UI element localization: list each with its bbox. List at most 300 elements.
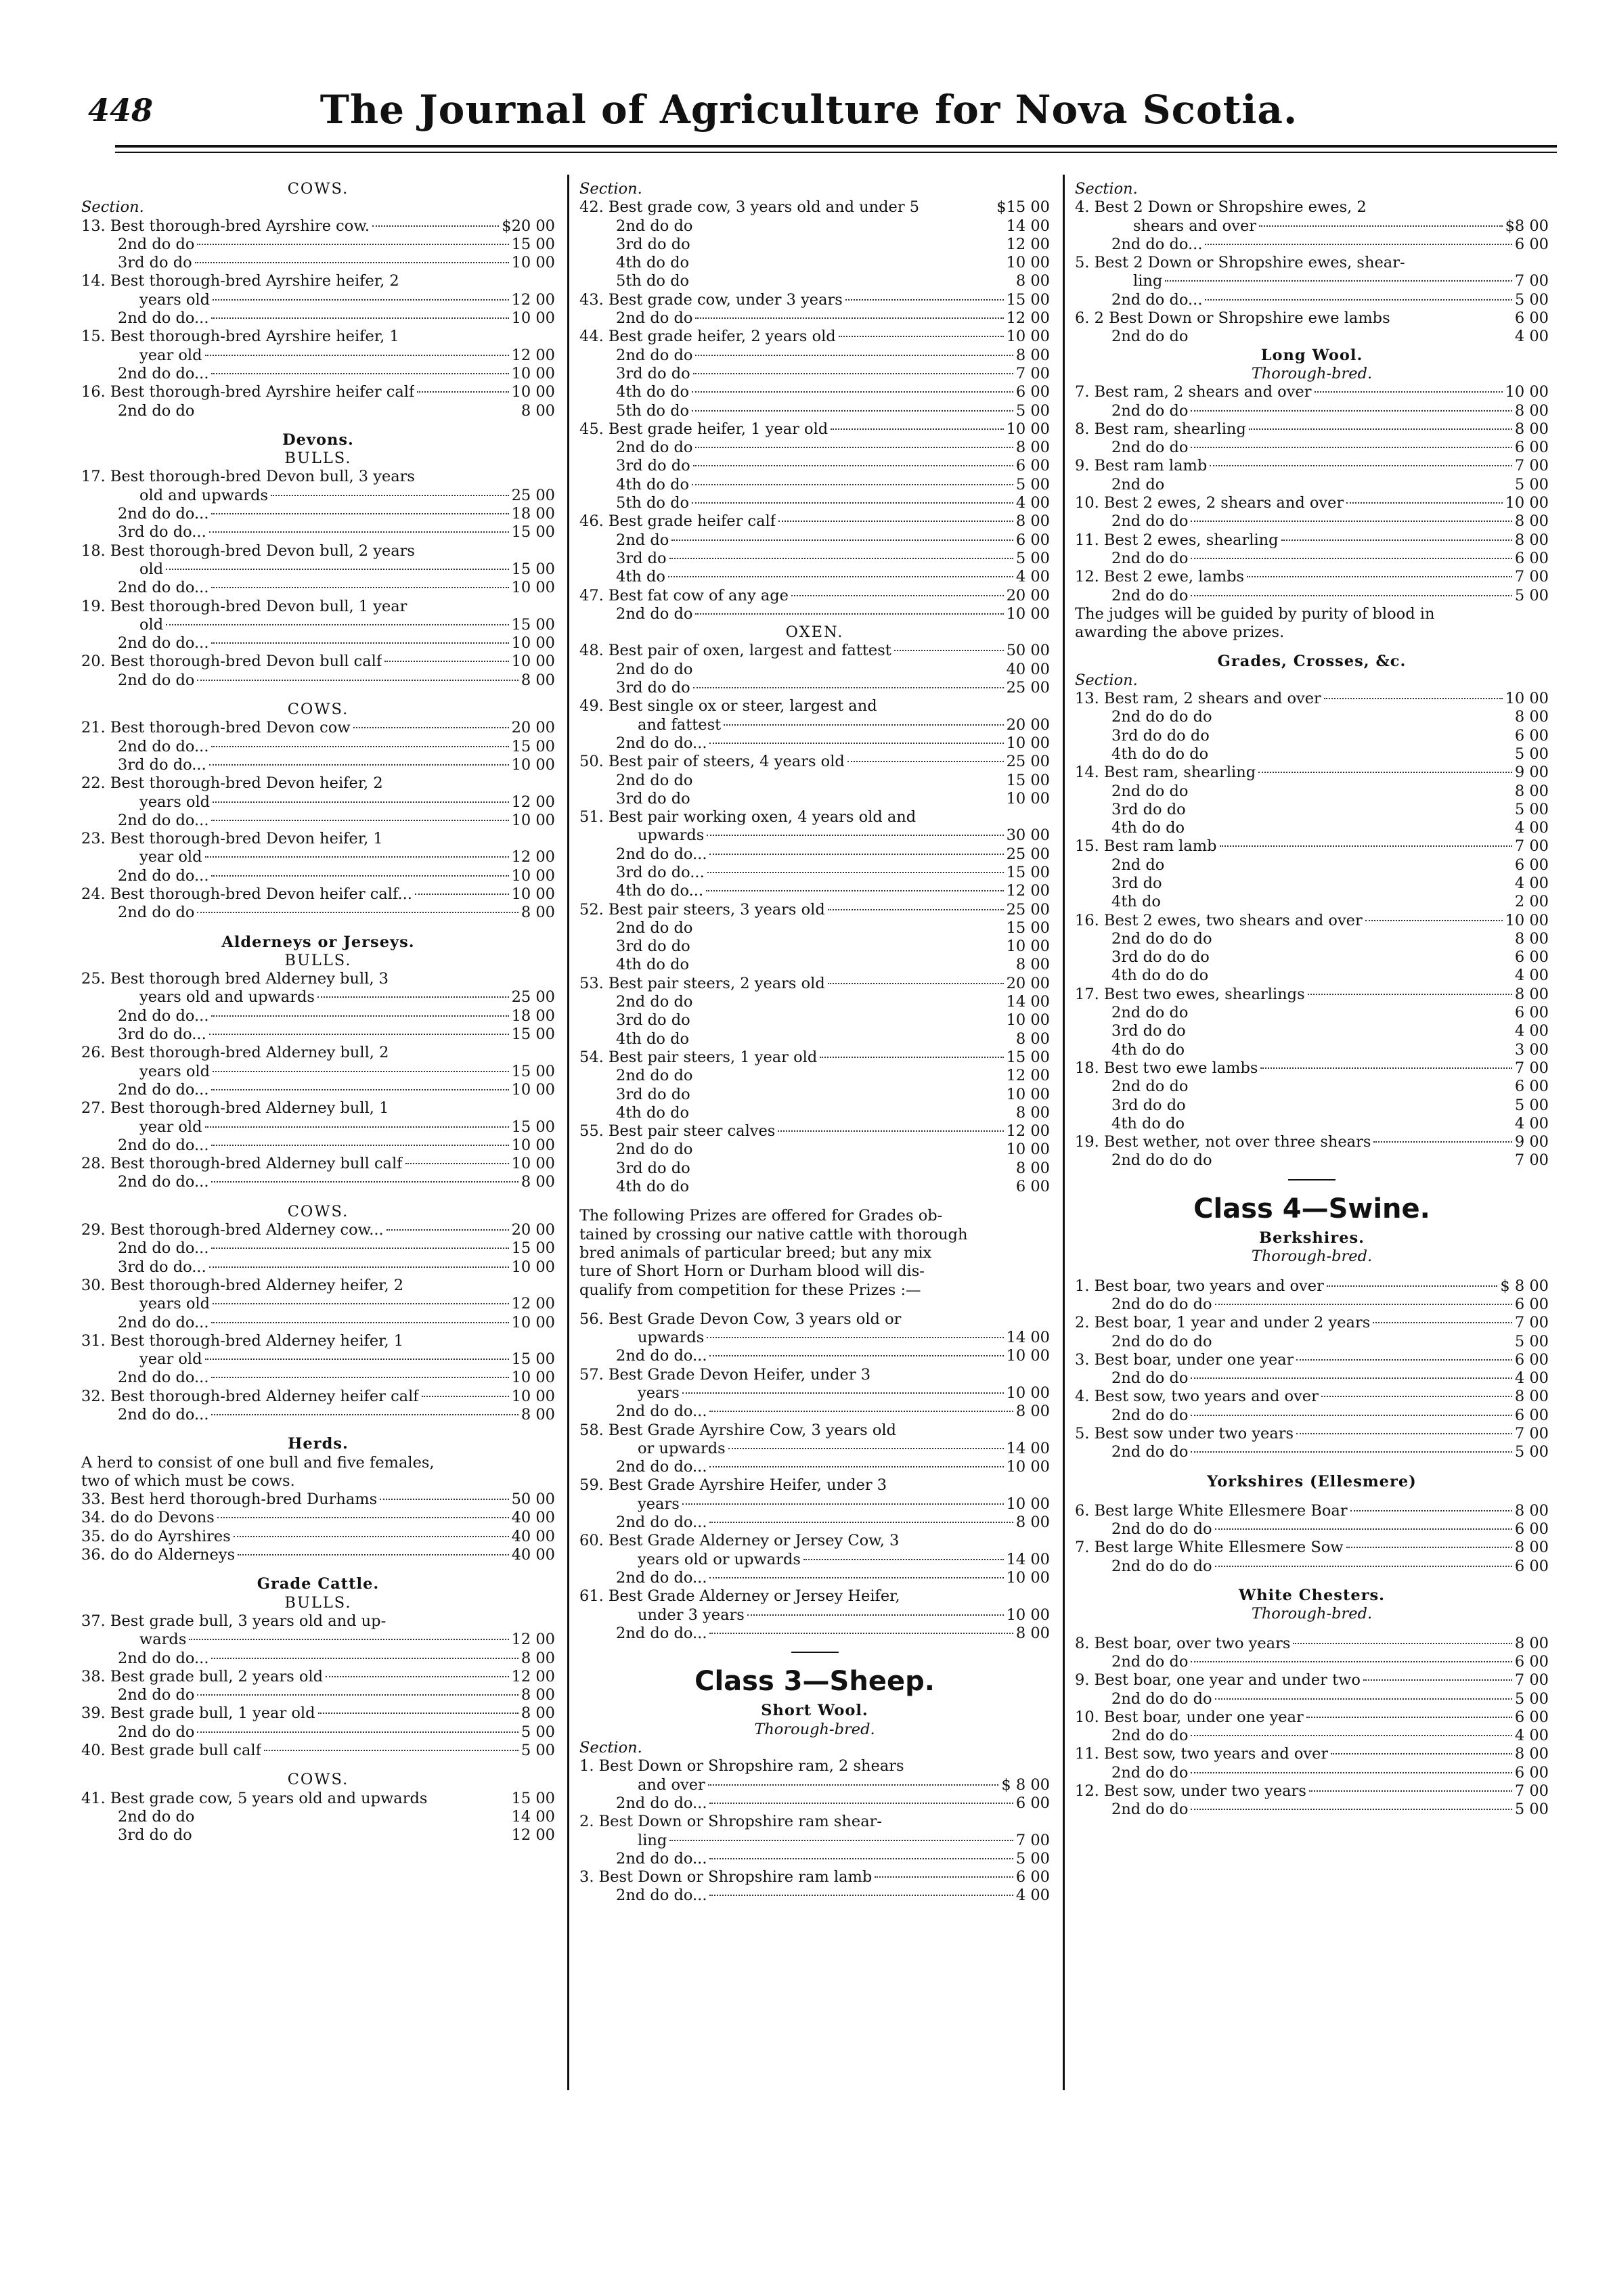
prize-amount: 30 00 xyxy=(1006,826,1050,845)
prize-description: 2nd do do xyxy=(1111,1078,1189,1096)
prize-amount: 6 00 xyxy=(1514,439,1549,457)
prize-line xyxy=(579,845,1050,864)
heading: Grade Cattle. xyxy=(257,1575,380,1593)
prize-line xyxy=(579,993,1050,1011)
prize-description: 2nd do do... xyxy=(616,1794,707,1812)
dot-leader xyxy=(706,890,1003,891)
prize-description: 7. Best large White Ellesmere Sow xyxy=(1075,1539,1344,1557)
prize-description: 24. Best thorough-bred Devon heifer calf... xyxy=(81,885,412,903)
dot-leader xyxy=(692,484,1013,485)
prize-amount: 40 00 xyxy=(1006,660,1050,678)
text-line: 1. Best Down or Shropshire ram, 2 shears xyxy=(579,1757,904,1775)
prize-amount: 8 00 xyxy=(1015,1514,1050,1532)
dot-leader xyxy=(693,465,1013,466)
prize-amount: 4 00 xyxy=(1514,328,1549,346)
prize-line xyxy=(1075,1041,1549,1059)
prize-description: 2nd do do... xyxy=(118,866,209,885)
prize-line xyxy=(579,198,1050,217)
prize-amount: 15 00 xyxy=(511,1239,555,1258)
prize-description: 20. Best thorough-bred Devon bull calf xyxy=(81,653,382,671)
prize-description: 2nd do do xyxy=(1111,1369,1189,1388)
prize-line xyxy=(81,365,555,383)
prize-line xyxy=(1075,1369,1549,1388)
prize-amount: 14 00 xyxy=(511,1807,555,1826)
prize-line xyxy=(81,1650,555,1668)
prize-description: 15. Best ram lamb xyxy=(1075,837,1217,856)
prize-description: 2nd do do... xyxy=(616,845,707,863)
dot-leader xyxy=(695,317,1003,319)
dot-leader xyxy=(1215,1698,1512,1700)
prize-description: 3rd do do xyxy=(616,789,690,808)
dot-leader xyxy=(709,743,1003,744)
prize-amount: 10 00 xyxy=(511,653,555,671)
prize-amount: 10 00 xyxy=(511,1136,555,1154)
prize-description: old xyxy=(139,615,164,634)
dot-leader xyxy=(1308,994,1512,995)
prize-description: year old xyxy=(139,346,202,364)
prize-amount: 10 00 xyxy=(1006,1458,1050,1476)
prize-amount: 6 00 xyxy=(1514,1708,1549,1726)
dot-leader xyxy=(326,1676,509,1677)
prize-line xyxy=(579,309,1050,328)
prize-line xyxy=(579,1030,1050,1048)
subheading: BULLS. xyxy=(284,449,352,468)
prize-description: 5th do do xyxy=(616,401,690,420)
prize-amount: 6 00 xyxy=(1015,383,1050,401)
dot-leader xyxy=(820,1057,1003,1058)
prize-line xyxy=(81,523,555,542)
prize-amount: 12 00 xyxy=(511,793,555,811)
prize-description: 2nd do do... xyxy=(118,737,209,755)
prize-line xyxy=(579,550,1050,568)
subheading: COWS. xyxy=(287,1771,349,1789)
dot-leader xyxy=(209,764,509,766)
text-line: 31. Best thorough-bred Alderney heifer, 1 xyxy=(81,1331,404,1350)
dot-leader xyxy=(1258,772,1512,773)
prize-line xyxy=(579,975,1050,993)
prize-amount: 6 00 xyxy=(1514,309,1549,328)
prize-line xyxy=(1075,837,1549,856)
dot-leader xyxy=(1365,920,1503,921)
dot-leader xyxy=(692,502,1013,504)
prize-line xyxy=(1075,1351,1549,1369)
prize-line xyxy=(579,457,1050,475)
dot-leader xyxy=(405,1163,509,1164)
prize-line xyxy=(579,1178,1050,1196)
prize-amount: $8 00 xyxy=(1505,217,1549,235)
prize-amount: 8 00 xyxy=(1514,1501,1549,1520)
text-line: 18. Best thorough-bred Devon bull, 2 years xyxy=(81,542,415,560)
prize-amount: 6 00 xyxy=(1514,1078,1549,1096)
prize-description: 4th do do... xyxy=(616,882,704,900)
dot-leader xyxy=(693,687,1004,688)
prize-line xyxy=(81,988,555,1007)
prize-amount: 8 00 xyxy=(1514,420,1549,438)
prize-line xyxy=(81,579,555,597)
prize-amount: 7 00 xyxy=(1514,1425,1549,1442)
prize-line xyxy=(81,217,555,236)
prize-description: 2nd do do xyxy=(1111,1406,1189,1424)
dot-leader xyxy=(1331,1753,1512,1754)
prize-amount: 8 00 xyxy=(1514,531,1549,549)
dot-leader xyxy=(189,1639,508,1640)
prize-amount: 15 00 xyxy=(1006,1048,1050,1066)
prize-description: 2nd do do xyxy=(118,235,195,253)
prize-line xyxy=(579,901,1050,919)
prize-line xyxy=(579,1347,1050,1365)
spacer xyxy=(81,1192,555,1203)
dot-leader xyxy=(724,724,1003,726)
prize-amount: 4 00 xyxy=(1514,1114,1549,1132)
prize-description: 34. do do Devons xyxy=(81,1509,215,1527)
prize-amount: 7 00 xyxy=(1514,272,1549,290)
dot-leader xyxy=(1315,391,1503,393)
dot-leader xyxy=(380,1499,508,1500)
prize-amount: 15 00 xyxy=(1006,863,1050,881)
prize-line xyxy=(579,272,1050,290)
dot-leader xyxy=(1296,1359,1511,1361)
prize-amount: 40 00 xyxy=(511,1546,555,1564)
text-line: 17. Best thorough-bred Devon bull, 3 years xyxy=(81,468,415,486)
dot-leader xyxy=(1191,1377,1511,1379)
prize-amount: 10 00 xyxy=(1006,328,1050,346)
section-rule xyxy=(579,1643,1050,1661)
dot-leader xyxy=(1281,539,1512,541)
prize-amount: 8 00 xyxy=(1015,1624,1050,1642)
prize-description: 2nd do do do xyxy=(1111,1520,1212,1539)
prize-amount: 8 00 xyxy=(1015,956,1050,974)
prize-line xyxy=(1075,1004,1549,1022)
prize-amount: 8 00 xyxy=(521,1704,555,1723)
prize-description: 2nd do do xyxy=(118,904,195,922)
dot-leader xyxy=(778,1130,1003,1132)
prize-line xyxy=(1075,1097,1549,1115)
dot-leader xyxy=(1373,1322,1512,1323)
prize-amount: 10 00 xyxy=(1006,734,1050,752)
prize-description: 53. Best pair steers, 2 years old xyxy=(579,974,825,992)
prize-line xyxy=(579,1458,1050,1476)
subheading: BULLS. xyxy=(284,1593,352,1612)
text-line: 59. Best Grade Ayrshire Heifer, under 3 xyxy=(579,1476,887,1495)
prize-description: 3rd do do... xyxy=(118,755,206,774)
prize-line xyxy=(1075,1745,1549,1763)
prize-amount: 8 00 xyxy=(1514,708,1549,726)
prize-amount: 25 00 xyxy=(1006,900,1050,919)
prize-line xyxy=(1075,1635,1549,1653)
spacer xyxy=(81,420,555,431)
dot-leader xyxy=(1346,502,1502,504)
dot-leader xyxy=(682,1503,1004,1505)
prize-description: 2nd do do... xyxy=(616,1886,707,1905)
dot-leader xyxy=(1260,1067,1511,1069)
prize-amount: 10 00 xyxy=(1006,789,1050,808)
prize-amount: 6 00 xyxy=(1015,457,1050,475)
prize-line xyxy=(579,1086,1050,1104)
prize-amount: 15 00 xyxy=(511,615,555,634)
prize-line xyxy=(81,347,555,365)
prize-description: years xyxy=(638,1495,680,1513)
prize-amount: 8 00 xyxy=(1514,1388,1549,1406)
prize-description: 2nd do do do xyxy=(1111,1332,1212,1350)
text-line: 4. Best 2 Down or Shropshire ewes, 2 xyxy=(1075,198,1367,217)
prize-description: 18. Best two ewe lambs xyxy=(1075,1059,1258,1077)
prize-line xyxy=(81,812,555,830)
prize-amount: 10 00 xyxy=(1006,1568,1050,1587)
prize-description: 12. Best sow, under two years xyxy=(1075,1782,1306,1801)
dot-leader xyxy=(211,875,508,877)
prize-line xyxy=(1075,439,1549,457)
prize-line xyxy=(579,1122,1050,1141)
prize-line xyxy=(1075,1277,1549,1296)
prize-amount: 10 00 xyxy=(511,364,555,382)
subheading: OXEN. xyxy=(785,623,844,642)
prize-amount: 6 00 xyxy=(1514,1004,1549,1022)
dot-leader xyxy=(205,355,509,356)
prize-description: 2nd do do... xyxy=(118,579,209,597)
prize-line xyxy=(579,1011,1050,1030)
prize-description: 36. do do Alderneys xyxy=(81,1546,236,1564)
prize-amount: 8 00 xyxy=(521,1406,555,1423)
dot-leader xyxy=(803,1559,1004,1560)
prize-description: 3rd do do do xyxy=(1111,726,1210,745)
prize-amount: 14 00 xyxy=(1006,993,1050,1011)
prize-description: 48. Best pair of oxen, largest and fattest xyxy=(579,642,891,660)
prize-description: 2nd do do... xyxy=(118,1136,209,1154)
prize-amount: 6 00 xyxy=(1015,1794,1050,1812)
dot-leader xyxy=(211,317,508,319)
prize-line xyxy=(1075,819,1549,837)
prize-description: 40. Best grade bull calf xyxy=(81,1742,261,1760)
section-label: Section. xyxy=(81,198,144,217)
text-line: 58. Best Grade Ayrshire Cow, 3 years old xyxy=(579,1421,896,1439)
prize-amount: 8 00 xyxy=(1514,985,1549,1003)
prize-amount: 10 00 xyxy=(511,1387,555,1405)
prize-amount: $15 00 xyxy=(996,198,1050,217)
dot-leader xyxy=(211,513,508,514)
prize-description: 2nd do do xyxy=(118,401,195,420)
dot-leader xyxy=(669,558,1013,559)
prize-line xyxy=(1075,402,1549,420)
prize-amount: 40 00 xyxy=(511,1509,555,1527)
prize-description: 3rd do do xyxy=(616,1085,690,1103)
dot-leader xyxy=(1191,521,1511,522)
prize-description: 2nd do do xyxy=(616,1067,693,1085)
prize-amount: 6 00 xyxy=(1514,948,1549,967)
spacer xyxy=(81,1760,555,1771)
prize-line xyxy=(81,885,555,904)
dot-leader xyxy=(209,531,509,533)
prize-line xyxy=(81,1136,555,1155)
prize-amount: 5 00 xyxy=(1514,1332,1549,1350)
prize-amount: 5 00 xyxy=(1514,1443,1549,1461)
dot-leader xyxy=(211,373,508,374)
prize-line xyxy=(579,383,1050,401)
prize-amount: 8 00 xyxy=(1514,1745,1549,1763)
subtitle: Thorough-bred. xyxy=(1251,1605,1373,1623)
dot-leader xyxy=(211,1322,508,1323)
prize-line xyxy=(1075,1059,1549,1078)
text-line: 23. Best thorough-bred Devon heifer, 1 xyxy=(81,830,383,848)
prize-line xyxy=(81,560,555,579)
prize-description: 19. Best wether, not over three shears xyxy=(1075,1133,1371,1151)
spacer xyxy=(579,1300,1050,1310)
dot-leader xyxy=(205,1359,509,1360)
dot-leader xyxy=(211,1248,508,1249)
prize-amount: 6 00 xyxy=(1514,856,1549,874)
prize-amount: 12 00 xyxy=(1006,1067,1050,1085)
prize-description: 5th do do xyxy=(616,272,690,290)
prize-description: 4th do do do xyxy=(1111,967,1209,985)
spacer xyxy=(81,690,555,701)
dot-leader xyxy=(1215,1304,1512,1305)
dot-leader xyxy=(669,1840,1013,1841)
prize-line xyxy=(81,1173,555,1191)
prize-amount: 25 00 xyxy=(1006,845,1050,863)
prize-amount: 8 00 xyxy=(1015,512,1050,531)
prize-description: 2nd do do xyxy=(1111,1652,1189,1671)
subheading: COWS. xyxy=(287,1202,349,1220)
prize-line xyxy=(81,1742,555,1760)
prize-amount: 4 00 xyxy=(1015,1886,1050,1905)
prize-description: 45. Best grade heifer, 1 year old xyxy=(579,420,829,438)
prize-amount: 10 00 xyxy=(511,383,555,401)
prize-description: 2nd do do... xyxy=(1111,235,1203,253)
heading: Devons. xyxy=(282,430,354,449)
prize-line xyxy=(1075,1764,1549,1782)
text-line: The judges will be guided by purity of blood in xyxy=(1075,604,1435,623)
prize-amount: 5 00 xyxy=(1514,745,1549,763)
dot-leader xyxy=(205,1126,509,1128)
dot-leader xyxy=(1215,1528,1512,1530)
prize-line xyxy=(579,1625,1050,1643)
heading: Grades, Crosses, &c. xyxy=(1217,653,1407,671)
prize-line xyxy=(1075,550,1549,568)
prize-description: 2nd do do... xyxy=(118,1173,209,1191)
prize-line xyxy=(81,1007,555,1025)
prize-amount: 10 00 xyxy=(1505,383,1549,401)
dot-leader xyxy=(1363,1679,1512,1681)
prize-amount: 8 00 xyxy=(1514,401,1549,420)
prize-line xyxy=(1075,745,1549,764)
prize-description: 2nd do xyxy=(1111,475,1165,493)
prize-line xyxy=(81,291,555,309)
subheading: BULLS. xyxy=(284,951,352,969)
prize-amount: 6 00 xyxy=(1514,1520,1549,1539)
prize-description: year old xyxy=(139,1350,202,1369)
prize-amount: 8 00 xyxy=(1514,1539,1549,1557)
prize-line xyxy=(579,328,1050,346)
dot-leader xyxy=(1346,1547,1512,1548)
prize-description: ling xyxy=(638,1831,667,1849)
prize-line xyxy=(81,653,555,671)
prize-description: 3rd do do xyxy=(1111,1022,1186,1040)
prize-description: 3rd do do xyxy=(118,254,192,272)
prize-line xyxy=(579,512,1050,531)
prize-line xyxy=(579,476,1050,494)
prize-amount: 40 00 xyxy=(511,1527,555,1545)
prize-line xyxy=(1075,690,1549,708)
dot-leader xyxy=(422,1396,509,1397)
prize-line xyxy=(1075,1708,1549,1727)
dot-leader xyxy=(205,856,509,858)
prize-description: 3rd do xyxy=(1111,874,1162,892)
spacer xyxy=(81,1564,555,1575)
prize-description: 3rd do do xyxy=(118,1826,192,1845)
prize-line xyxy=(1075,531,1549,550)
prize-description: 2nd do do... xyxy=(118,1313,209,1331)
prize-description: 5. Best sow under two years xyxy=(1075,1425,1294,1442)
prize-description: 2nd do do do xyxy=(1111,1151,1212,1170)
dot-leader xyxy=(353,727,509,728)
text-line: 2. Best Down or Shropshire ram shear- xyxy=(579,1813,883,1831)
prize-line xyxy=(1075,1425,1549,1443)
prize-line xyxy=(81,254,555,272)
prize-amount: 10 00 xyxy=(511,579,555,597)
text-line: two of which must be cows. xyxy=(81,1472,295,1490)
prize-line xyxy=(81,671,555,690)
prize-line xyxy=(81,1295,555,1313)
prize-amount: 5 00 xyxy=(1514,586,1549,604)
prize-amount: 5 00 xyxy=(1015,549,1050,567)
prize-line xyxy=(81,1221,555,1239)
prize-line xyxy=(579,1160,1050,1178)
prize-description: 35. do do Ayrshires xyxy=(81,1527,231,1545)
prize-description: 2nd do do... xyxy=(118,505,209,523)
prize-amount: 20 00 xyxy=(1006,715,1050,734)
prize-amount: 5 00 xyxy=(1514,1096,1549,1114)
prize-description: 2nd do do xyxy=(616,346,693,364)
prize-amount: 12 00 xyxy=(511,346,555,364)
prize-line xyxy=(579,753,1050,771)
prize-line xyxy=(579,531,1050,550)
prize-description: 2nd do do xyxy=(1111,1443,1189,1461)
dot-leader xyxy=(709,1633,1013,1634)
prize-line xyxy=(579,254,1050,272)
dot-leader xyxy=(211,746,508,747)
prize-description: 3rd do do do xyxy=(1111,948,1210,967)
prize-amount: 8 00 xyxy=(521,1649,555,1667)
prize-line xyxy=(579,661,1050,679)
dot-leader xyxy=(695,613,1003,615)
prize-amount: 10 00 xyxy=(1006,1495,1050,1513)
prize-amount: 10 00 xyxy=(511,254,555,272)
prize-line xyxy=(81,904,555,922)
prize-amount: 12 00 xyxy=(511,1667,555,1685)
dot-leader xyxy=(211,1414,518,1415)
prize-line xyxy=(579,365,1050,383)
prize-amount: 4 00 xyxy=(1514,874,1549,892)
prize-line xyxy=(81,1406,555,1424)
text-line: 37. Best grade bull, 3 years old and up- xyxy=(81,1612,387,1630)
prize-line xyxy=(81,1314,555,1332)
prize-amount: 12 00 xyxy=(511,848,555,866)
prize-line xyxy=(579,568,1050,586)
prize-description: 2nd do do xyxy=(616,1141,693,1159)
prize-description: 3rd do do... xyxy=(616,863,705,881)
prize-amount: 50 00 xyxy=(511,1491,555,1509)
prize-line xyxy=(1075,1388,1549,1406)
prize-description: 4th do do xyxy=(616,475,690,493)
dot-leader xyxy=(387,1229,509,1231)
prize-description: 2nd do do xyxy=(1111,439,1189,457)
spacer xyxy=(81,1424,555,1435)
dot-leader xyxy=(894,650,1004,651)
prize-line xyxy=(1075,1443,1549,1461)
prize-amount: 6 00 xyxy=(1514,1406,1549,1424)
prize-description: 2nd do do xyxy=(1111,401,1189,420)
prize-line xyxy=(1075,1502,1549,1520)
dot-leader xyxy=(211,1181,518,1183)
